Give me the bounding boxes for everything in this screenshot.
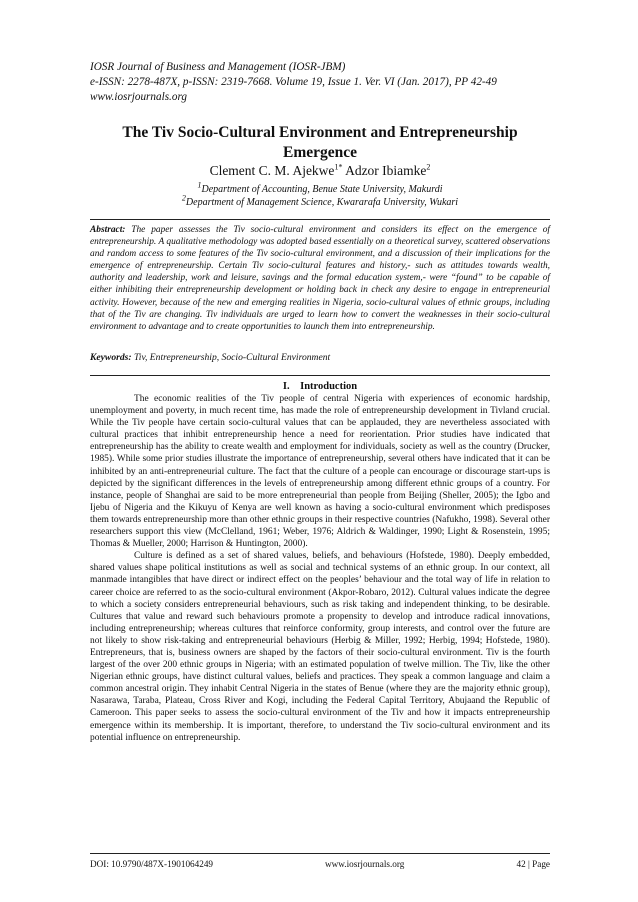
- affiliation-marker: 1: [197, 180, 202, 190]
- footer-page-number: 42 | Page: [516, 859, 550, 869]
- footer-website: www.iosrjournals.org: [325, 859, 405, 869]
- affiliation-1: [90, 180, 550, 196]
- author-list: [90, 162, 550, 179]
- keywords-text: Tiv, Entrepreneurship, Socio-Cultural Environment: [131, 352, 331, 363]
- keywords: [90, 352, 550, 364]
- abstract-top-rule: [90, 219, 550, 220]
- journal-website: www.iosrjournals.org: [90, 91, 187, 103]
- keywords-label: Keywords:: [90, 352, 132, 363]
- author-name: Adzor Ibiamke: [342, 163, 427, 178]
- footer-doi: DOI: 10.9790/487X-1901064249: [90, 859, 214, 869]
- affiliation-text: Department of Management Science, Kwararafa University, Wukari: [185, 197, 459, 208]
- author-name: Clement C. M. Ajekwe: [209, 163, 335, 178]
- section-heading: I. Introduction: [282, 381, 358, 392]
- author-marker: 1*: [334, 162, 343, 172]
- abstract-bottom-rule: [90, 375, 550, 376]
- abstract: [90, 224, 550, 333]
- paragraph: Culture is defined as a set of shared values, beliefs, and behaviours (Hofstede, 1980). Deeply embedded, shared values shape political institutions as well as social and technical systems of an ethnic group. In our context, all manmade intangibles that have direct or indirect effect on the peoples’ behaviour and the total way of life in relation to career choice are referred to as the socio-cultural environment (Akpor-Robaro, 2012). Cultural values indicate the degree to which a society considers entrepreneurial behaviours, such as risk taking and independent thinking, to be desirable. Cultures that value and reward such behaviours promote a propensity to develop and introduce radical innovations, including entrepreneurship; whereas cultures that reinforce conformity, group interests, and control over the future are not likely to show risk-taking and entrepreneurial behaviours (Herbig & Miller, 1992; Herbig, 1994; Hofstede, 1980). Entrepreneurs, that is, business owners are shaped by the factors of their socio-cultural environment. Tiv is the fourth largest of the over 200 ethnic groups in Nigeria; with an estimated population of twelve million. The Tiv, like the other Nigerian ethnic groups, have distinct cultural values, beliefs and practices. They speak a common language and claim a common ancestral origin. They inhabit Central Nigeria in the states of Benue (where they are the majority ethnic group), Nasarawa, Taraba, Plateau, Cross River and Kogi, including the Federal Capital Territory, Abujaand the Republic of Cameroon. This paper seeks to assess the socio-cultural environment of the Tiv and how it impacts entrepreneurship emergence within its membership. It is important, therefore, to understand the Tiv socio-cultural environment and its potential influence on entrepreneurship.: [90, 551, 550, 743]
- affiliation-text: Department of Accounting, Benue State University, Makurdi: [201, 184, 443, 195]
- paragraph: The economic realities of the Tiv people of central Nigeria with experiences of economic hardship, unemployment and poverty, in much recent time, has made the role of entrepreneurship development in Tivland crucial. While the Tiv people have certain socio-cultural values that can be applauded, they are nevertheless associated with cultural practices that inhibit entrepreneurship hence a need for reorientation. Prior studies have indicated that entrepreneurship has the ability to create wealth and employment for individuals, society as well as the country (Drucker, 1985). While some prior studies illustrate the importance of entrepreneurship, several others have indicated that it can be inhibited by an anti-entrepreneurial culture. The fact that the culture of a people can encourage or discourage start-ups is depicted by the significant differences in the levels of entrepreneurship among different ethnic groups of a country. For instance, people of Shanghai are said to be more entrepreneurial than people from Beijing (Sheller, 2005); the Igbo and Ijebu of Nigeria and the Kikuyu of Kenya are well known as having a socio-cultural environment which predisposes them towards entrepreneurship more than other ethnic groups in their respective countries (Nafukho, 1998). Several other researchers support this view (McClelland, 1961; Weber, 1976; Aldrich & Waldinger, 1990; Light & Rosenstein, 1995; Thomas & Mueller, 2000; Harrison & Huntington, 2000).: [90, 394, 550, 550]
- journal-header: [90, 60, 550, 105]
- journal-name: IOSR Journal of Business and Management (IOSR-JBM): [90, 61, 346, 73]
- abstract-label: Abstract:: [90, 225, 126, 235]
- affiliation-marker: 2: [181, 193, 186, 203]
- body-text: [90, 393, 550, 744]
- abstract-text: The paper assesses the Tiv socio-cultural environment and considers its effect on the emergence of entrepreneurship. A qualitative methodology was adopted based essentially on a theoretical survey, scattered observations and random access to some features of the Tiv socio-cultural environment, and a discussion of their implications for the emergence of entrepreneurship. Certain Tiv socio-cultural features and history,- such as attitudes towards wealth, authority and leadership, work and leisure, savings and the formal education system,- were “found” to be capable of either inhibiting their entrepreneurship development or holding back in check any desire to engage in entrepreneurial activity. However, because of the new and emerging realities in Nigeria, socio-cultural values of ethnic groups, including that of the Tiv are changing. Tiv individuals are urged to learn how to convert the weaknesses in their socio-cultural environment to advantage and to create opportunities to launch them into entrepreneurship.: [90, 225, 550, 332]
- author-marker: 2: [426, 162, 431, 172]
- journal-issn: e-ISSN: 2278-487X, p-ISSN: 2319-7668. Volume 19, Issue 1. Ver. VI (Jan. 2017), PP 42-49: [90, 76, 497, 88]
- paper-title: The Tiv Socio-Cultural Environment and Entrepreneurship Emergence: [122, 124, 518, 161]
- footer-rule: [90, 853, 550, 854]
- affiliation-2: [90, 193, 550, 209]
